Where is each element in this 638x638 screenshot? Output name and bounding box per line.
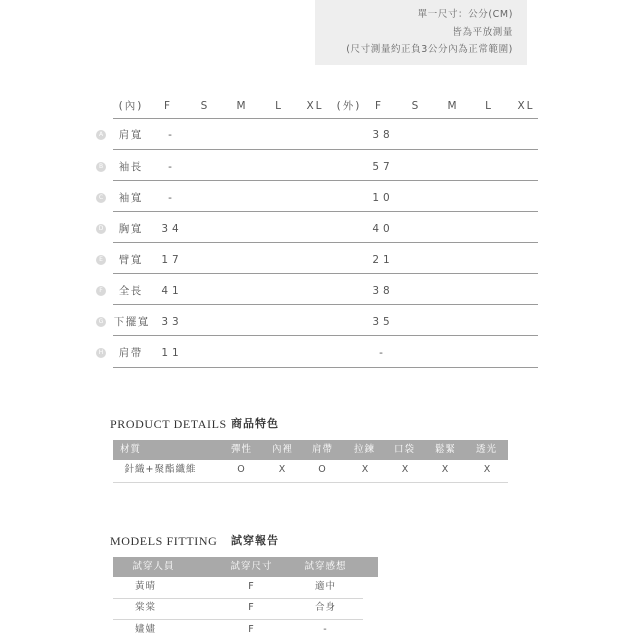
product-details-title: PRODUCT DETAILS xyxy=(110,417,227,431)
inner-size-xl: XL xyxy=(306,100,324,112)
row-divider xyxy=(113,273,538,274)
product-details-title-zh: 商品特色 xyxy=(231,417,279,430)
fitting-model-size: F xyxy=(248,581,255,592)
details-header-elastic: 鬆緊 xyxy=(434,444,457,455)
row-label: 肩寬 xyxy=(118,129,143,141)
outer-size-l: L xyxy=(485,100,493,112)
outer-f-value: 57 xyxy=(372,161,394,173)
size-row-b xyxy=(0,159,638,175)
fitting-model-size: F xyxy=(248,602,255,613)
inner-size-f: F xyxy=(163,100,173,112)
row-divider xyxy=(113,367,538,368)
unit-note: 單一尺寸：公分(CM) xyxy=(417,9,513,20)
fitting-header-model: 試穿人員 xyxy=(132,561,175,572)
inner-f-value: - xyxy=(168,192,176,204)
row-label: 袖長 xyxy=(118,161,143,173)
fitting-model-feedback: 合身 xyxy=(314,602,337,613)
size-row-h xyxy=(0,345,638,361)
row-label: 下擺寬 xyxy=(113,316,150,328)
inner-size-s: S xyxy=(200,100,210,112)
details-header-stretch: 彈性 xyxy=(230,444,253,455)
row-label: 肩帶 xyxy=(118,347,143,359)
outer-size-s: S xyxy=(411,100,421,112)
size-row-g xyxy=(0,314,638,330)
fitting-model-feedback: 適中 xyxy=(314,581,337,592)
outer-f-value: 40 xyxy=(372,223,394,235)
row-marker: C xyxy=(96,193,106,203)
inner-f-value: - xyxy=(168,129,176,141)
outer-f-value: 38 xyxy=(372,285,394,297)
fitting-model-size: F xyxy=(248,624,255,635)
size-row-e xyxy=(0,252,638,268)
models-fitting-title-zh: 試穿報告 xyxy=(231,534,279,547)
row-marker: D xyxy=(96,224,106,234)
row-marker: H xyxy=(96,348,106,358)
outer-size-m: M xyxy=(447,100,459,112)
row-label: 胸寬 xyxy=(118,223,143,235)
row-divider xyxy=(113,242,538,243)
details-header-zipper: 拉鍊 xyxy=(353,444,376,455)
fitting-model-name: 黃晴 xyxy=(134,581,157,592)
outer-header: (外) xyxy=(336,100,362,112)
details-header-pocket: 口袋 xyxy=(393,444,416,455)
outer-f-value: 21 xyxy=(372,254,394,266)
details-row-divider xyxy=(113,482,508,483)
outer-size-xl: XL xyxy=(517,100,535,112)
size-row-a xyxy=(0,127,638,143)
inner-header: (內) xyxy=(118,100,144,112)
tolerance-note: (尺寸測量約正負3公分內為正常範圍) xyxy=(346,44,513,55)
row-label: 臂寬 xyxy=(118,254,143,266)
row-label: 袖寬 xyxy=(118,192,143,204)
header-divider xyxy=(113,118,538,119)
details-value-sheer: X xyxy=(483,464,492,475)
fitting-header-size: 試穿尺寸 xyxy=(230,561,273,572)
row-marker: F xyxy=(96,286,106,296)
size-row-c xyxy=(0,190,638,206)
details-value-zipper: X xyxy=(361,464,370,475)
row-label: 全長 xyxy=(118,285,143,297)
inner-f-value: - xyxy=(168,161,176,173)
row-marker: B xyxy=(96,162,106,172)
outer-f-value: 38 xyxy=(372,129,394,141)
fitting-model-feedback: - xyxy=(323,624,328,635)
outer-f-value: - xyxy=(379,347,387,359)
fitting-row-divider xyxy=(113,598,363,599)
inner-f-value: 11 xyxy=(161,347,183,359)
details-header-lining: 內裡 xyxy=(271,444,294,455)
details-value-pocket: X xyxy=(401,464,410,475)
row-marker: G xyxy=(96,317,106,327)
row-divider xyxy=(113,180,538,181)
outer-f-value: 10 xyxy=(372,192,394,204)
inner-f-value: 41 xyxy=(161,285,183,297)
row-divider xyxy=(113,149,538,150)
details-value-strap: O xyxy=(318,464,327,475)
details-value-material: 針織+聚酯纖維 xyxy=(124,464,197,475)
measurement-note-box xyxy=(315,0,527,65)
outer-size-f: F xyxy=(374,100,384,112)
method-note: 皆為平放測量 xyxy=(452,27,513,38)
row-marker: A xyxy=(96,130,106,140)
details-value-elastic: X xyxy=(441,464,450,475)
details-header-strap: 肩帶 xyxy=(311,444,334,455)
details-value-lining: X xyxy=(278,464,287,475)
inner-size-l: L xyxy=(275,100,283,112)
inner-size-m: M xyxy=(236,100,248,112)
row-divider xyxy=(113,211,538,212)
size-row-d xyxy=(0,221,638,237)
details-header-sheer: 透光 xyxy=(475,444,498,455)
row-divider xyxy=(113,304,538,305)
fitting-row-divider xyxy=(113,619,363,620)
fitting-header-feedback: 試穿感想 xyxy=(304,561,347,572)
row-divider xyxy=(113,335,538,336)
inner-f-value: 34 xyxy=(161,223,183,235)
size-row-f xyxy=(0,283,638,299)
inner-f-value: 33 xyxy=(161,316,183,328)
row-marker: E xyxy=(96,255,106,265)
outer-f-value: 35 xyxy=(372,316,394,328)
models-fitting-title: MODELS FITTING xyxy=(110,534,218,548)
fitting-model-name: 嫿嫿 xyxy=(134,624,157,635)
inner-f-value: 17 xyxy=(161,254,183,266)
fitting-model-name: 棠棠 xyxy=(134,602,157,613)
details-header-material: 材質 xyxy=(119,444,142,455)
details-value-stretch: O xyxy=(237,464,246,475)
